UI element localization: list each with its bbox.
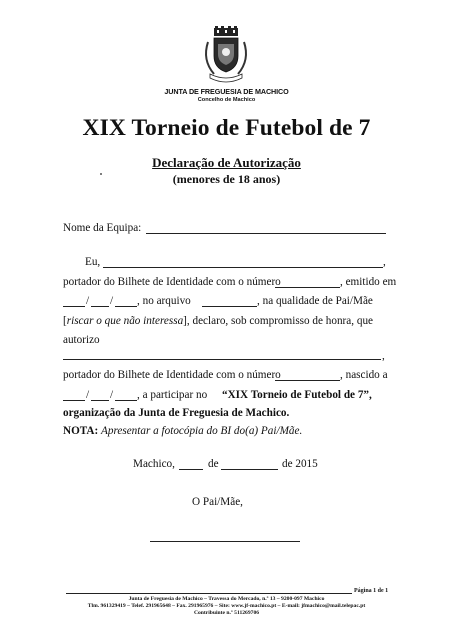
emitido-label: , emitido em bbox=[340, 276, 397, 288]
org-subtitle: Concelho de Machico bbox=[197, 97, 256, 103]
qualidade-label: , na qualidade de Pai/Mãe bbox=[257, 295, 373, 307]
coat-of-arms-icon bbox=[200, 26, 252, 84]
sign-month-field[interactable] bbox=[221, 469, 278, 470]
team-label: Nome da Equipa: bbox=[63, 222, 142, 234]
issue-month-field[interactable] bbox=[91, 306, 109, 307]
year-label: de 2015 bbox=[282, 458, 318, 470]
archive-field[interactable] bbox=[202, 306, 257, 307]
sign-day-field[interactable] bbox=[179, 469, 203, 470]
birth-day-field[interactable] bbox=[63, 400, 85, 401]
slash-3: / bbox=[86, 389, 90, 401]
tournament-quote: “XIX Torneio de Futebol de 7”, bbox=[222, 389, 372, 401]
comma-1: , bbox=[383, 256, 386, 268]
de-label: de bbox=[208, 458, 219, 470]
minor-name-field[interactable] bbox=[63, 359, 381, 360]
page-number: Página 1 de 1 bbox=[354, 588, 389, 594]
footer-rule bbox=[66, 593, 352, 594]
birth-month-field[interactable] bbox=[91, 400, 109, 401]
nota-line bbox=[63, 425, 302, 437]
issue-year-field[interactable] bbox=[115, 306, 137, 307]
nascido-label: , nascido a bbox=[340, 369, 388, 381]
riscar-note: riscar o que não interessa bbox=[66, 315, 184, 327]
slash-1: / bbox=[86, 295, 90, 307]
org-name: JUNTA DE FREGUESIA DE MACHICO bbox=[164, 87, 289, 96]
footer-tax-id: Contribuinte n.º 511269706 bbox=[193, 610, 260, 616]
place-label: Machico, bbox=[133, 458, 175, 470]
signature-label: O Pai/Mãe, bbox=[192, 496, 243, 508]
declaro-text: ], declaro, sob compromisso de honra, que bbox=[183, 315, 373, 327]
document-title: XIX Torneio de Futebol de 7 bbox=[82, 115, 371, 141]
eu-label: Eu, bbox=[85, 256, 101, 268]
nota-text: Apresentar a fotocópia do BI do(a) Pai/Mãe. bbox=[101, 425, 303, 437]
issue-day-field[interactable] bbox=[63, 306, 85, 307]
bi-text-1: portador do Bilhete de Identidade com o número bbox=[63, 276, 281, 288]
footer-address: Junta de Freguesia de Machico – Travessa do Mercado, n.º 13 – 9200-097 Machico bbox=[128, 596, 325, 602]
nota-label: NOTA: bbox=[63, 425, 99, 437]
comma-2: , bbox=[382, 350, 385, 362]
bi-text-2: portador do Bilhete de Identidade com o número bbox=[63, 369, 281, 381]
birth-year-field[interactable] bbox=[115, 400, 137, 401]
slash-2: / bbox=[110, 295, 114, 307]
signature-field[interactable] bbox=[150, 541, 300, 542]
guardian-bi-number-field[interactable] bbox=[275, 287, 340, 288]
arquivo-label: , no arquivo bbox=[137, 295, 191, 307]
team-name-field[interactable] bbox=[146, 233, 386, 234]
minor-bi-number-field[interactable] bbox=[275, 380, 340, 381]
bracket-open: [ bbox=[63, 315, 67, 327]
guardian-name-field[interactable] bbox=[103, 267, 383, 268]
slash-4: / bbox=[110, 389, 114, 401]
participar-label: , a participar no bbox=[137, 389, 208, 401]
footer-contacts: Tlm. 961329419 – Telef. 291965648 – Fax. 291965976 – Site: www.jf-machico.pt – E-mail: jfmachico@mail.telepac.pt bbox=[87, 603, 366, 609]
organizacao-text: organização da Junta de Freguesia de Machico. bbox=[63, 407, 290, 419]
document-subtitle: Declaração de Autorização bbox=[152, 155, 301, 170]
riscar-line bbox=[63, 315, 373, 327]
age-note: (menores de 18 anos) bbox=[172, 172, 281, 186]
stray-dot bbox=[100, 173, 102, 175]
autorizo-label: autorizo bbox=[63, 334, 100, 346]
